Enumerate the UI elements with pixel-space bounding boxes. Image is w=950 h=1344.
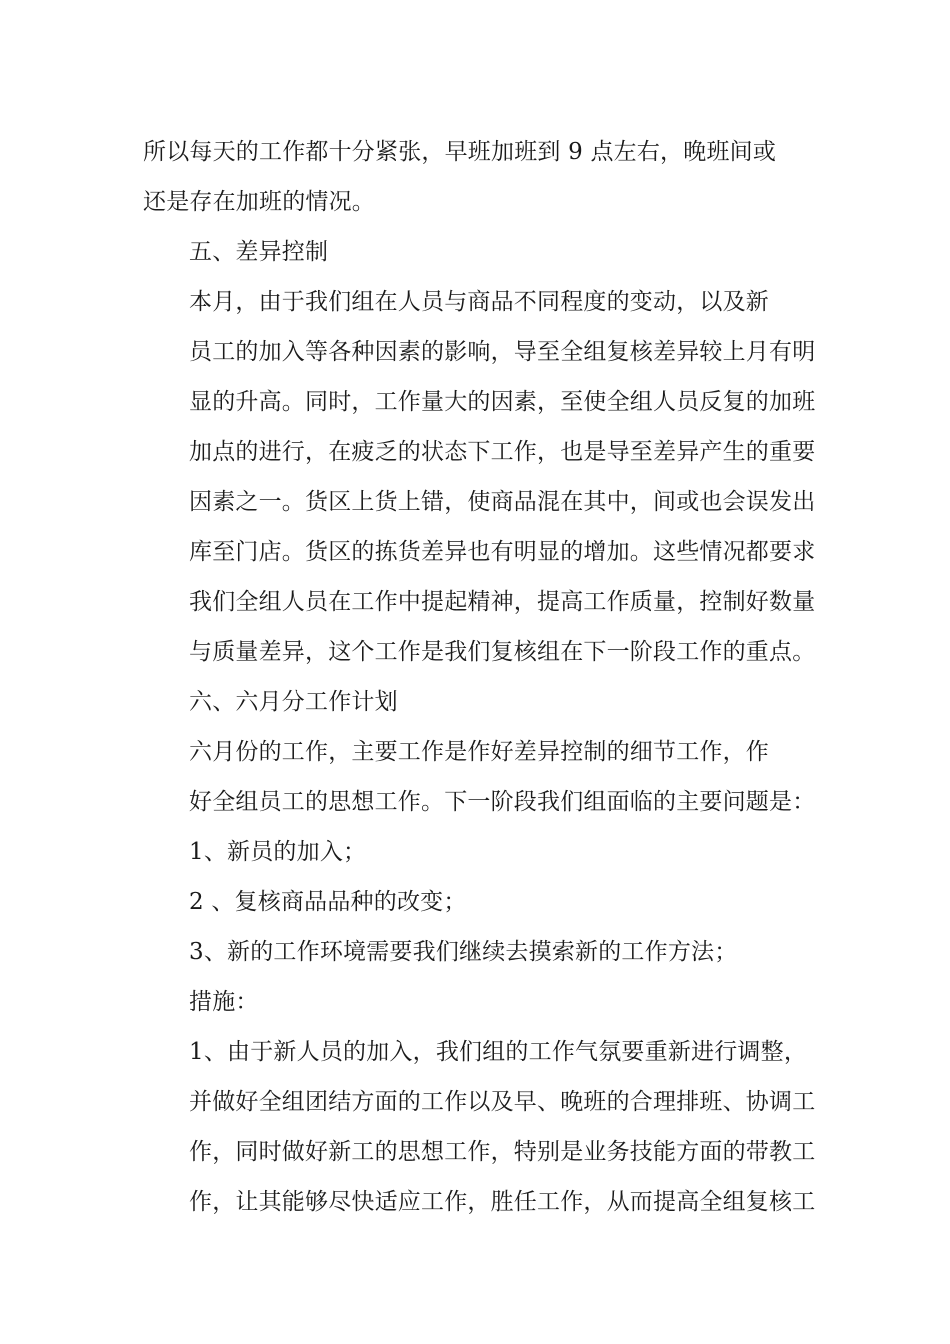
text-line: 所以每天的工作都十分紧张，早班加班到 9 点左右，晚班间或 [143,139,777,165]
text-line: 并做好全组团结方面的工作以及早、晚班的合理排班、协调工 [189,1089,816,1115]
list-item [143,827,809,877]
text-line: 显的升高。同时，工作量大的因素，至使全组人员反复的加班 [189,389,816,415]
text-line: 1、由于新人员的加入，我们组的工作气氛要重新进行调整， [189,1039,808,1065]
section-heading [143,677,809,727]
text-line: 六、六月分工作计划 [189,689,398,715]
text-line: 五、差异控制 [189,239,329,265]
list-item [143,927,809,977]
section-heading [143,227,809,277]
paragraph [143,277,816,677]
text-line: 我们全组人员在工作中提起精神，提高工作质量，控制好数量 [189,589,816,615]
text-line: 与质量差异，这个工作是我们复核组在下一阶段工作的重点。 [189,639,816,665]
text-line: 员工的加入等各种因素的影响，导至全组复核差异较上月有明 [189,339,816,365]
text-line: 好全组员工的思想工作。下一阶段我们组面临的主要问题是： [189,789,816,815]
paragraph [143,727,816,827]
text-line: 3、新的工作环境需要我们继续去摸索新的工作方法； [189,939,738,965]
text-line: 2 、复核商品品种的改变； [189,889,467,915]
text-line: 措施： [189,989,259,1015]
text-line: 加点的进行，在疲乏的状态下工作，也是导至差异产生的重要 [189,439,816,465]
text-line: 作，同时做好新工的思想工作，特别是业务技能方面的带教工 [189,1139,816,1165]
section-heading [143,977,809,1027]
paragraph [143,1027,816,1227]
list-item [143,877,809,927]
text-line: 库至门店。货区的拣货差异也有明显的增加。这些情况都要求 [189,539,816,565]
text-line: 还是存在加班的情况。 [143,189,375,215]
text-line: 六月份的工作，主要工作是作好差异控制的细节工作，作 [189,739,769,765]
paragraph [143,127,809,227]
text-line: 1、新员的加入； [189,839,367,865]
text-line: 本月，由于我们组在人员与商品不同程度的变动，以及新 [189,289,769,315]
document-body [143,127,816,1227]
text-line: 因素之一。货区上货上错，使商品混在其中，间或也会误发出 [189,489,816,515]
text-line: 作，让其能够尽快适应工作，胜任工作，从而提高全组复核工 [189,1189,816,1215]
